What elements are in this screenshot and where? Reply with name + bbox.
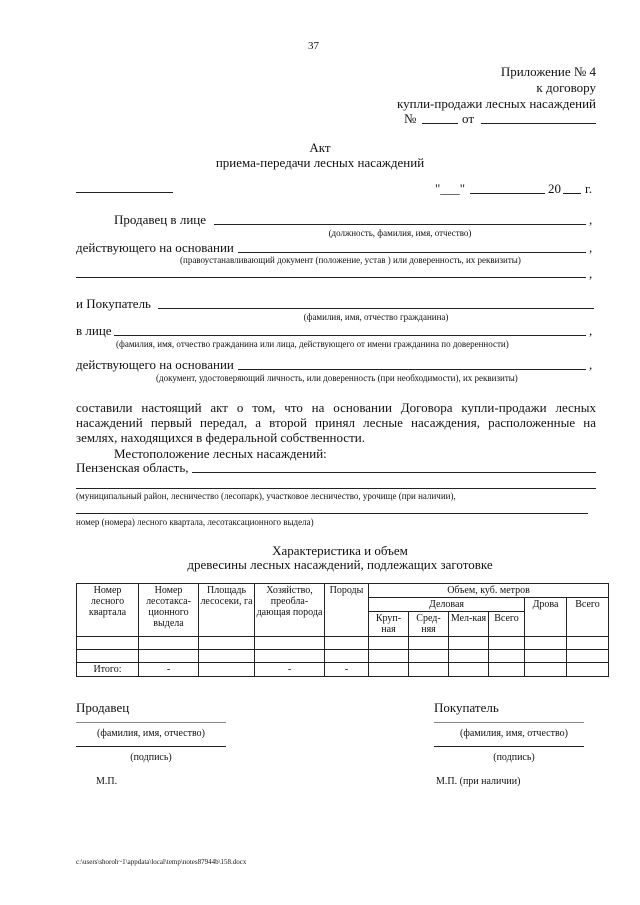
seller-sign-line <box>76 746 226 747</box>
date-month-blank <box>470 193 545 194</box>
location-blank1 <box>192 472 596 473</box>
buyer-label: и Покупатель <box>76 296 151 311</box>
th-total-business: Всего <box>489 612 525 637</box>
date-year-suffix: г. <box>585 181 593 196</box>
seller-name-caption: (фамилия, имя, отчество) <box>97 728 205 739</box>
seller-basis-blank2 <box>76 277 586 278</box>
total-c4: - <box>255 663 325 677</box>
th-quarter: Номер лесного квартала <box>77 584 139 637</box>
buyer-seal: М.П. (при наличии) <box>436 776 521 787</box>
act-body-text: составили настоящий акт о том, что на основании Договора купли-продажи лесных насаждений первый передал, а второй принял лесные насаждения, расположенные на землях, находящихся в федеральной собственности. <box>76 400 596 445</box>
buyer-person-comma: , <box>589 323 593 338</box>
th-species: Породы <box>325 584 369 637</box>
buyer-name-blank <box>158 308 594 309</box>
seller-basis-caption: (правоустанавливающий документ (положение, устав ) или доверенность, их реквизиты) <box>180 255 521 265</box>
buyer-name-caption: (фамилия, имя, отчество) <box>460 728 568 739</box>
location-heading: Местоположение лесных насаждений: <box>114 446 327 461</box>
th-medium: Сред-няя <box>409 612 449 637</box>
buyer-basis-comma: , <box>589 357 593 372</box>
appendix-num-label: № <box>404 111 417 126</box>
seller-basis-blank <box>238 252 586 253</box>
appendix-line1: Приложение № 4 <box>500 64 596 79</box>
location-blank3 <box>76 513 588 514</box>
seller-comma: , <box>589 212 593 227</box>
table-title1: Характеристика и объем <box>272 543 408 558</box>
location-blank2 <box>76 488 596 489</box>
table-row <box>77 637 609 650</box>
seller-basis-label: действующего на основании <box>76 240 234 255</box>
appendix-num-blank <box>422 123 458 124</box>
act-title: Акт <box>309 140 331 155</box>
total-label: Итого: <box>77 663 139 677</box>
buyer-person-label: в лице <box>76 323 112 338</box>
seller-basis-comma2: , <box>589 266 593 281</box>
th-total: Всего <box>567 598 609 637</box>
th-allotment: Номер лесотакса-ционного выдела <box>139 584 199 637</box>
total-c2: - <box>139 663 199 677</box>
buyer-basis-blank <box>238 369 586 370</box>
date-day: "___" <box>435 181 466 196</box>
location-caption1: (муниципальный район, лесничество (лесопарк), участковое лесничество, урочище (при наличии), <box>76 491 456 501</box>
th-business: Деловая <box>369 598 525 612</box>
buyer-caption: (фамилия, имя, отчество гражданина) <box>303 312 449 322</box>
act-subtitle: приема-передачи лесных насаждений <box>215 155 425 170</box>
sign-seller-label: Продавец <box>76 700 130 715</box>
location-region: Пензенская область, <box>76 460 189 475</box>
location-caption2: номер (номера) лесного квартала, лесотаксационного выдела) <box>76 517 314 527</box>
appendix-from-label: от <box>462 111 475 126</box>
th-small: Мел-кая <box>449 612 489 637</box>
seller-label: Продавец в лице <box>114 212 206 227</box>
table-title2: древесины лесных насаждений, подлежащих заготовке <box>187 557 493 572</box>
table-header-row <box>77 584 609 598</box>
buyer-sign-caption: (подпись) <box>493 752 535 763</box>
page-number: 37 <box>308 40 319 52</box>
th-volume: Объем, куб. метров <box>369 584 609 598</box>
table-row <box>77 650 609 663</box>
th-area: Площадь лесосеки, га <box>199 584 255 637</box>
appendix-line3: купли-продажи лесных насаждений <box>397 96 596 111</box>
sign-buyer-label: Покупатель <box>434 700 499 715</box>
appendix-line2: к договору <box>536 80 596 95</box>
place-blank <box>76 192 173 193</box>
buyer-basis-caption: (документ, удостоверяющий личность, или доверенность (при необходимости), их реквизиты) <box>156 373 518 383</box>
seller-caption: (должность, фамилия, имя, отчество) <box>328 228 472 238</box>
th-firewood: Дрова <box>525 598 567 637</box>
th-economy: Хозяйство, преобла-дающая порода <box>255 584 325 637</box>
seller-sign-caption: (подпись) <box>130 752 172 763</box>
footer-file-path: c:\users\shoroh~1\appdata\local\temp\notes87944b\158.docx <box>76 858 247 866</box>
timber-table <box>76 583 609 677</box>
seller-name-blank <box>214 224 586 225</box>
buyer-name-line <box>434 722 584 723</box>
buyer-person-blank <box>114 335 586 336</box>
seller-name-line <box>76 722 226 723</box>
buyer-person-caption: (фамилия, имя, отчество гражданина или лица, действующего от имени гражданина по доверенности) <box>116 339 509 349</box>
date-year-prefix: 20 <box>548 181 561 196</box>
table-total-row <box>77 663 609 677</box>
appendix-date-blank <box>481 123 596 124</box>
date-year-blank <box>563 193 581 194</box>
buyer-basis-label: действующего на основании <box>76 357 234 372</box>
seller-basis-comma: , <box>589 240 593 255</box>
total-c5: - <box>325 663 369 677</box>
th-large: Круп-ная <box>369 612 409 637</box>
buyer-sign-line <box>434 746 584 747</box>
seller-seal: М.П. <box>96 776 118 787</box>
